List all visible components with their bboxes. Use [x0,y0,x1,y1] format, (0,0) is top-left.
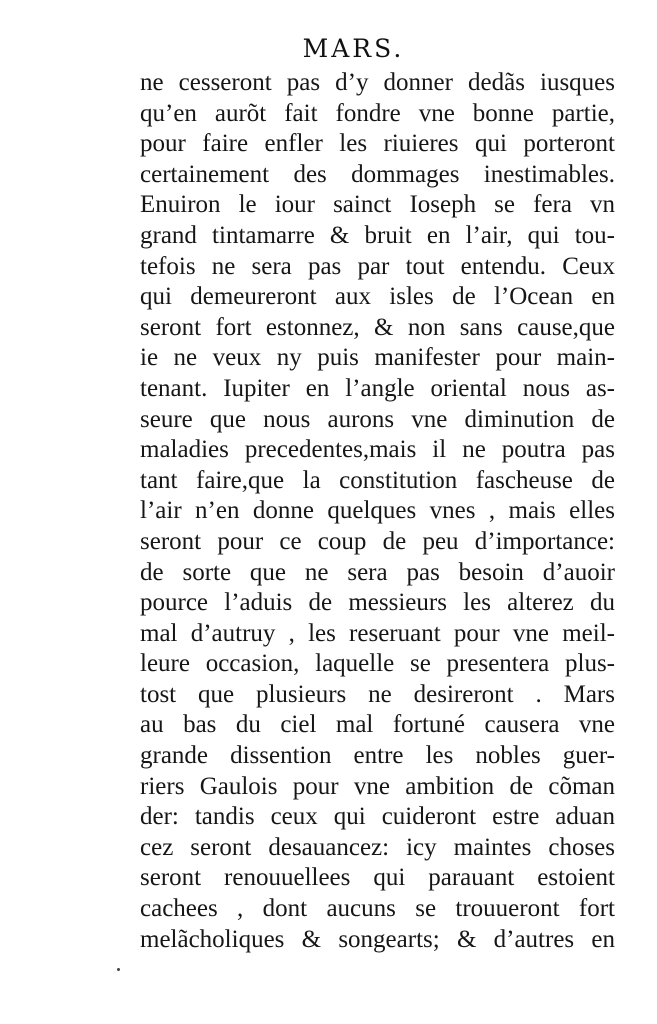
text-line: certainement des dommages inestimables. [140,160,615,188]
text-line: tenant. Iupiter en l’angle oriental nous as- [140,374,615,402]
text-line: pource l’aduis de messieurs les alterez du [140,589,615,617]
text-line: au bas du ciel mal fortuné causera vne [140,711,615,739]
text-line: tost que plusieurs ne desireront . Mars [140,680,615,708]
text-line: tant faire,que la constitution fascheuse de [140,466,615,494]
text-line: Enuiron le iour sainct Ioseph se fera vn [140,191,615,219]
text-line: seure que nous aurons vne diminution de [140,405,615,433]
text-line: tefois ne sera pas par tout entendu. Ceux [140,252,615,280]
text-line: qu’en aurõt fait fondre vne bonne partie, [140,99,615,127]
text-line: mal d’autruy , les reseruant pour vne meil- [140,619,615,647]
text-line: grand tintamarre & bruit en l’air, qui tou- [140,221,615,249]
body-text [140,68,615,955]
text-line: de sorte que ne sera pas besoin d’auoir [140,558,615,586]
text-line: pour faire enfler les riuieres qui porteront [140,130,615,158]
text-line: seront renouuellees qui parauant estoient [140,864,615,892]
text-line: der: tandis ceux qui cuideront estre aduan [140,803,615,831]
text-line: leure occasion, laquelle se presentera plus- [140,650,615,678]
text-line: l’air n’en donne quelques vnes , mais elles [140,497,615,525]
text-line: cachees , dont aucuns se trouueront fort [140,895,615,923]
text-line: seront pour ce coup de peu d’importance: [140,527,615,555]
text-line: seront fort estonnez, & non sans cause,que [140,313,615,341]
text-line: grande dissention entre les nobles guer- [140,742,615,770]
text-line: qui demeureront aux isles de l’Ocean en [140,283,615,311]
text-line: cez seront desauancez: icy maintes choses [140,833,615,861]
text-line: ne cesseront pas d’y donner dedãs iusques [140,69,615,96]
text-line: ie ne veux ny puis manifester pour main- [140,344,615,372]
text-line: melãcholiques & songearts; & d’autres en [140,925,615,953]
running-head: MARS. [302,34,405,63]
text-line: riers Gaulois pour vne ambition de cõman [140,772,615,800]
text-line: maladies precedentes,mais il ne poutra pas [140,436,615,464]
ink-speck [117,968,120,971]
